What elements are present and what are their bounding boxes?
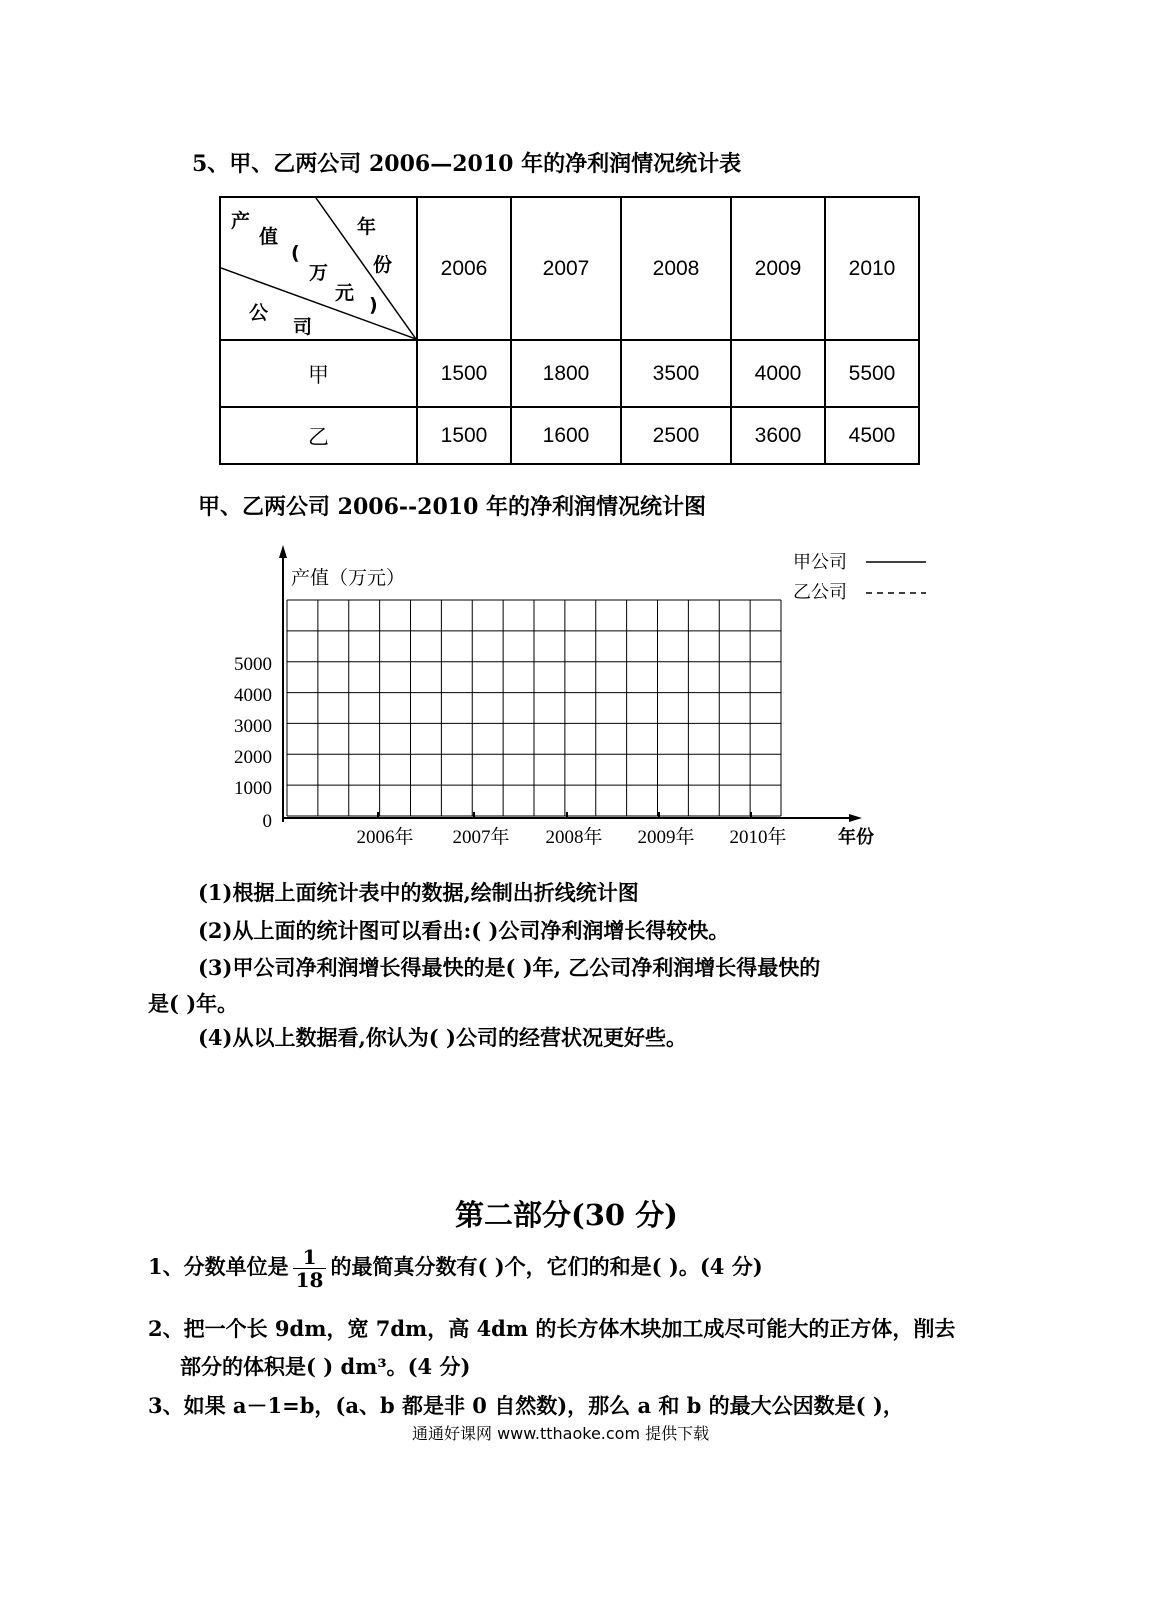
legend-label-yi: 乙公司 bbox=[793, 582, 847, 603]
y-tick-label: 3000 bbox=[234, 716, 272, 737]
year-header-2010: 2010 bbox=[825, 197, 919, 340]
value-cell: 3600 bbox=[731, 407, 825, 464]
corner-label-si: 司 bbox=[293, 316, 313, 338]
p1-text-after: 的最简真分数有( )个，它们的和是( )。(4 分) bbox=[330, 1254, 763, 1279]
y-tick-label: 5000 bbox=[234, 654, 272, 675]
corner-label-wan: 万 bbox=[309, 262, 329, 284]
y-tick-label: 2000 bbox=[234, 747, 272, 768]
y-axis-arrow-icon bbox=[279, 545, 287, 558]
chart-title: 甲、乙两公司 2006--2010 年的净利润情况统计图 bbox=[198, 494, 707, 520]
company-cell: 甲 bbox=[220, 340, 417, 407]
q5-title: 5、甲、乙两公司 2006—2010 年的净利润情况统计表 bbox=[192, 151, 742, 177]
y-tick-label: 1000 bbox=[234, 778, 272, 799]
corner-label-paren-r: ) bbox=[369, 294, 378, 316]
part2-question-2-line1: 2、把一个长 9dm，宽 7dm，高 4dm 的长方体木块加工成尽可能大的正方体，削去 bbox=[148, 1316, 956, 1341]
question-1: (1)根据上面统计表中的数据,绘制出折线统计图 bbox=[198, 880, 639, 905]
fraction-denominator: 18 bbox=[295, 1268, 324, 1292]
value-cell: 1800 bbox=[511, 340, 621, 407]
p1-text-before: 1、分数单位是 bbox=[148, 1254, 289, 1279]
question-3-line2: 是( )年。 bbox=[148, 991, 239, 1016]
corner-label-gong: 公 bbox=[249, 302, 269, 324]
company-cell: 乙 bbox=[220, 407, 417, 464]
value-cell: 4000 bbox=[731, 340, 825, 407]
x-tick-label: 2009年 bbox=[637, 827, 695, 848]
y-tick-label: 0 bbox=[262, 811, 272, 832]
value-cell: 5500 bbox=[825, 340, 919, 407]
question-2: (2)从上面的统计图可以看出:( )公司净利润增长得较快。 bbox=[198, 918, 730, 943]
fraction-numerator: 1 bbox=[293, 1246, 327, 1269]
year-header-2006: 2006 bbox=[417, 197, 511, 340]
y-tick-label: 4000 bbox=[234, 685, 272, 706]
year-header-2007: 2007 bbox=[511, 197, 621, 340]
part2-question-3: 3、如果 a－1=b，(a、b 都是非 0 自然数)，那么 a 和 b 的最大公因数是( )， bbox=[148, 1393, 904, 1418]
corner-label-yuan: 元 bbox=[335, 282, 355, 304]
value-cell: 1500 bbox=[417, 340, 511, 407]
corner-label-year: 年 bbox=[357, 216, 377, 238]
part2-question-2-line2: 部分的体积是( ) dm³。(4 分) bbox=[180, 1354, 471, 1379]
year-header-2008: 2008 bbox=[621, 197, 731, 340]
part2-question-1 bbox=[148, 1246, 763, 1291]
part2-title: 第二部分(30 分) bbox=[455, 1198, 678, 1232]
x-tick-label: 2008年 bbox=[545, 827, 603, 848]
legend-label-jia: 甲公司 bbox=[793, 552, 847, 573]
corner-label-chan: 产 bbox=[231, 210, 251, 232]
x-axis-arrow-icon bbox=[849, 814, 862, 822]
value-cell: 3500 bbox=[621, 340, 731, 407]
x-axis-label: 年份 bbox=[838, 827, 874, 848]
question-3-line1: (3)甲公司净利润增长得最快的是( )年, 乙公司净利润增长得最快的 bbox=[198, 955, 821, 980]
fraction-1-18 bbox=[293, 1246, 327, 1291]
value-cell: 1500 bbox=[417, 407, 511, 464]
value-cell: 2500 bbox=[621, 407, 731, 464]
year-header-2009: 2009 bbox=[731, 197, 825, 340]
y-axis-label: 产值（万元） bbox=[291, 568, 406, 589]
x-tick-label: 2007年 bbox=[452, 827, 510, 848]
corner-label-zhi: 值 bbox=[259, 226, 279, 248]
footer-credit: 通通好课网 www.tthaoke.com 提供下载 bbox=[412, 1424, 710, 1443]
question-4: (4)从以上数据看,你认为( )公司的经营状况更好些。 bbox=[198, 1025, 687, 1050]
x-tick-label: 2006年 bbox=[356, 827, 414, 848]
corner-label-fen: 份 bbox=[373, 254, 393, 276]
value-cell: 4500 bbox=[825, 407, 919, 464]
corner-label-paren-l: ( bbox=[291, 242, 300, 264]
value-cell: 1600 bbox=[511, 407, 621, 464]
x-tick-label: 2010年 bbox=[729, 827, 787, 848]
